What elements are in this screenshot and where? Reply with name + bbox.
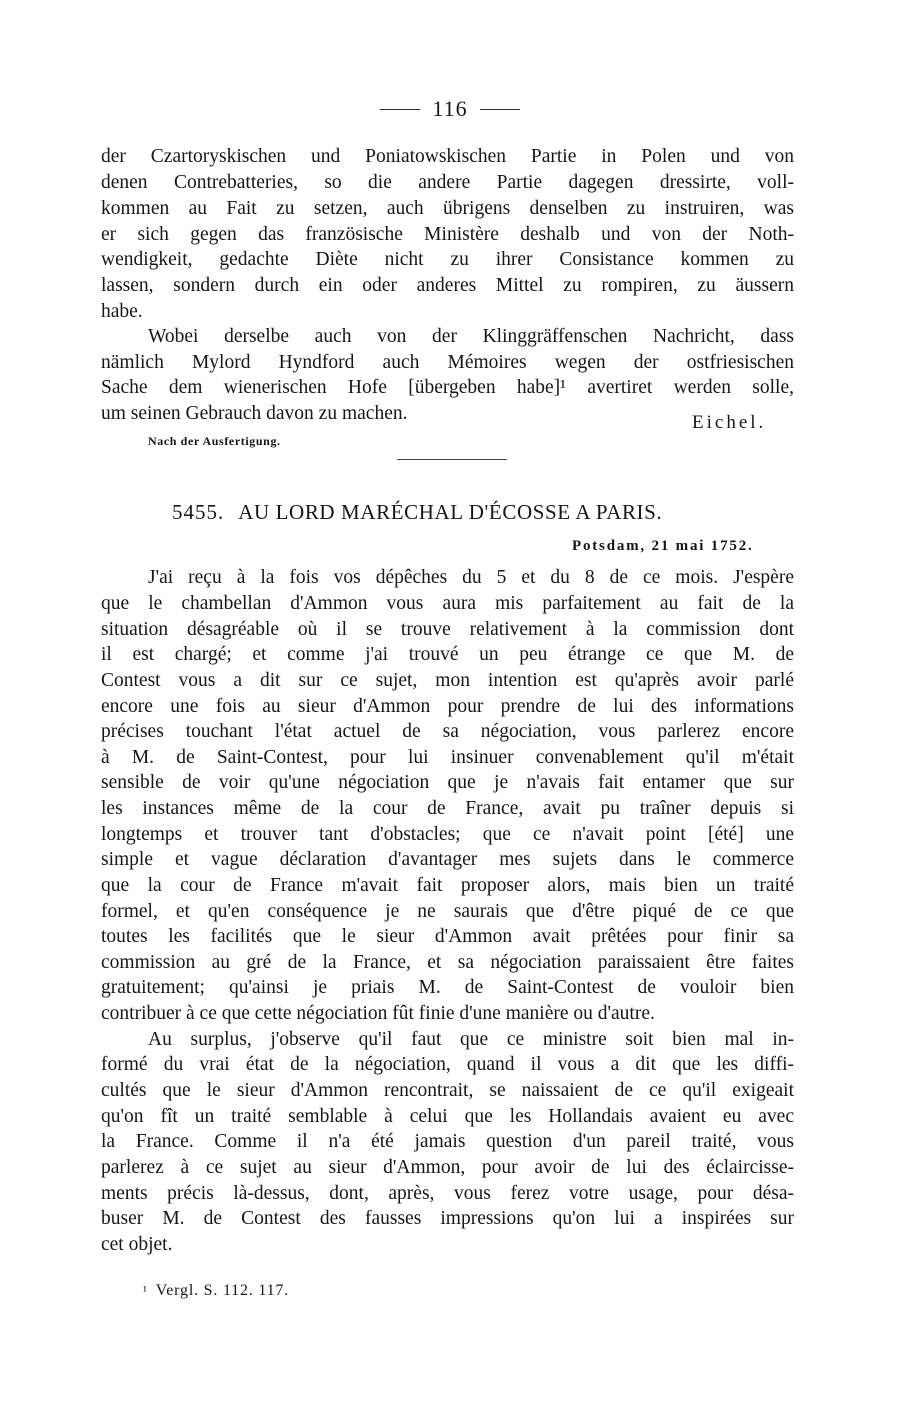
- letter-line: gratuitement; qu'ainsi je priais M. de Saint-Contest de vouloir bien: [101, 977, 794, 998]
- letter-line: sensible de voir qu'une négociation que je n'avais fait entamer que sur: [101, 772, 794, 793]
- letter-line: Contest vous a dit sur ce sujet, mon intention est qu'après avoir parlé: [101, 670, 794, 691]
- letter-line: contribuer à ce que cette négociation fût finie d'une manière ou d'autre.: [101, 1003, 655, 1024]
- continued-text-line: denen Contrebatteries, so die andere Partie dagegen dressirte, voll-: [101, 172, 794, 193]
- header-dash-left: [380, 109, 420, 110]
- continued-text-line: lassen, sondern durch ein oder anderes Mittel zu rompiren, zu äussern: [101, 275, 794, 296]
- footnote-text: Vergl. S. 112. 117.: [155, 1282, 289, 1299]
- letter-line: à M. de Saint-Contest, pour lui insinuer convenablement qu'il m'était: [101, 747, 794, 768]
- letter-line: commission au gré de la France, et sa négociation paraissaient être faites: [101, 952, 794, 973]
- continued-text-line: wendigkeit, gedachte Diète nicht zu ihrer Consistance kommen zu: [101, 249, 794, 270]
- letter-line: buser M. de Contest des fausses impressions qu'on lui a inspirées sur: [101, 1208, 794, 1229]
- letter-line: les instances même de la cour de France, avait pu traîner depuis si: [101, 798, 794, 819]
- letter-number: 5455.: [172, 500, 225, 524]
- letter-line: formel, et qu'en conséquence je ne saurais que d'être piqué de ce que: [101, 901, 794, 922]
- letter-line: cet objet.: [101, 1234, 173, 1255]
- continued-text-line: kommen au Fait zu setzen, auch übrigens denselben zu instruiren, was: [101, 198, 794, 219]
- letter-line: encore une fois au sieur d'Ammon pour prendre de lui des informations: [101, 696, 794, 717]
- letter-line: formé du vrai état de la négociation, quand il vous a dit que les diffi-: [101, 1054, 794, 1075]
- continued-text-line: Sache dem wienerischen Hofe [übergeben habe]¹ avertiret werden solle,: [101, 377, 794, 398]
- continued-text-line: nämlich Mylord Hyndford auch Mémoires wegen der ostfriesischen: [101, 352, 794, 373]
- letter-line: longtemps et trouver tant d'obstacles; que ce n'avait point [été] une: [101, 824, 794, 845]
- source-note: Nach der Ausfertigung.: [148, 434, 281, 448]
- footnote: [143, 1282, 289, 1300]
- letter-line: il est chargé; et comme j'ai trouvé un peu étrange ce que M. de: [101, 644, 794, 665]
- letter-line: ments précis là-dessus, dont, après, vous ferez votre usage, pour désa-: [101, 1183, 794, 1204]
- letter-line: que la cour de France m'avait fait proposer alors, mais bien un traité: [101, 875, 794, 896]
- letter-dateline: Potsdam, 21 mai 1752.: [572, 538, 754, 554]
- continued-text-line: habe.: [101, 301, 143, 322]
- header-dash-right: [480, 109, 520, 110]
- letter-title: AU LORD MARÉCHAL D'ÉCOSSE A PARIS.: [238, 500, 663, 524]
- letter-line: la France. Comme il n'a été jamais question d'un pareil traité, vous: [101, 1131, 794, 1152]
- section-divider: [397, 459, 507, 460]
- continued-text-line: um seinen Gebrauch davon zu machen.: [101, 403, 408, 424]
- letter-line: que le chambellan d'Ammon vous aura mis parfaitement au fait de la: [101, 593, 794, 614]
- letter-line: simple et vague déclaration d'avantager mes sujets dans le commerce: [101, 849, 794, 870]
- continued-text-line: er sich gegen das französische Ministère deshalb und von der Noth-: [101, 224, 794, 245]
- letter-line: qu'on fît un traité semblable à celui que les Hollandais avaient eu avec: [101, 1106, 794, 1127]
- continued-text-line: Wobei derselbe auch von der Klinggräffenschen Nachricht, dass: [148, 326, 794, 347]
- letter-line: cultés que le sieur d'Ammon rencontrait, se naissaient de ce qu'il exigeait: [101, 1080, 794, 1101]
- letter-line: Au surplus, j'observe qu'il faut que ce ministre soit bien mal in-: [148, 1029, 794, 1050]
- signature: Eichel.: [692, 412, 767, 433]
- letter-line: précises touchant l'état actuel de sa négociation, vous parlerez encore: [101, 721, 794, 742]
- page-header: [0, 96, 900, 122]
- footnote-mark: ¹: [143, 1283, 148, 1298]
- page-number: 116: [432, 96, 468, 121]
- letter-line: toutes les facilités que le sieur d'Ammon avait prêtées pour finir sa: [101, 926, 794, 947]
- letter-line: J'ai reçu à la fois vos dépêches du 5 et du 8 de ce mois. J'espère: [148, 567, 794, 588]
- letter-line: situation désagréable où il se trouve relativement à la commission dont: [101, 619, 794, 640]
- letter-line: parlerez à ce sujet au sieur d'Ammon, pour avoir de lui des éclaircisse-: [101, 1157, 794, 1178]
- continued-text-line: der Czartoryskischen und Poniatowskischen Partie in Polen und von: [101, 146, 794, 167]
- letter-heading: [172, 500, 662, 525]
